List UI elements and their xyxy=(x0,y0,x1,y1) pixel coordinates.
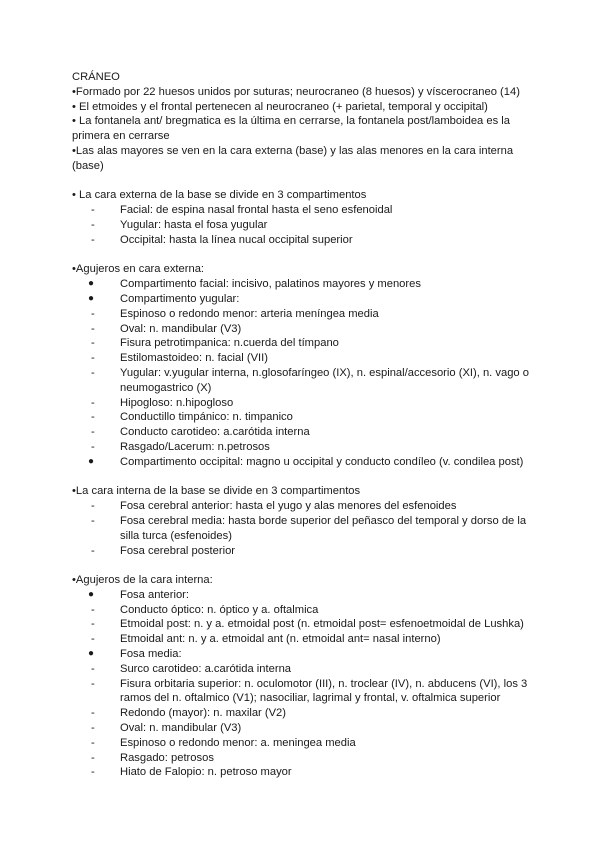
list-item xyxy=(72,455,532,470)
list-item xyxy=(72,366,532,396)
list-item xyxy=(72,544,532,559)
list-item-text: Oval: n. mandibular (V3) xyxy=(120,322,242,335)
bullet-dash-icon: - xyxy=(91,736,95,749)
bullet-dash-icon: - xyxy=(91,411,95,424)
list-item-text: Hiato de Falopio: n. petroso mayor xyxy=(120,766,292,779)
list-item xyxy=(72,765,532,780)
list-item xyxy=(72,617,532,632)
list xyxy=(72,277,532,469)
list-item xyxy=(72,307,532,322)
spacer xyxy=(72,470,532,485)
list-item-text: Fosa cerebral media: hasta borde superior del peñasco del temporal y dorso de la silla turca (esfenoides) xyxy=(120,514,527,542)
list-item xyxy=(72,277,532,292)
bullet-dot-icon: ● xyxy=(88,292,95,304)
list-item-text: Compartimento facial: incisivo, palatinos mayores y menores xyxy=(120,278,421,291)
list-item-text: Fisura petrotimpanica: n.cuerda del tímpano xyxy=(120,337,339,350)
list-item xyxy=(72,218,532,233)
bullet-dash-icon: - xyxy=(91,603,95,616)
bullet-dash-icon: - xyxy=(91,514,95,527)
list-item xyxy=(72,322,532,337)
list-item-text: Conducto carotideo: a.carótida interna xyxy=(120,426,310,439)
list-item-text: Fisura orbitaria superior: n. oculomotor (III), n. troclear (IV), n. abducens (VI), los 3 ramos del n. oftalmico (V1); nasociliar, lagrimal y frontal, v. oftalmica superior xyxy=(120,677,528,705)
list-item-text: Espinoso o redondo menor: arteria meníngea media xyxy=(120,307,379,320)
list-item xyxy=(72,425,532,440)
list-item-text: Yugular: hasta el fosa yugular xyxy=(120,218,268,231)
spacer xyxy=(72,248,532,263)
spacer xyxy=(72,174,532,189)
list-item xyxy=(72,706,532,721)
bullet-dash-icon: - xyxy=(91,233,95,246)
list-item-text: Compartimento occipital: magno u occipital y conducto condíleo (v. condilea post) xyxy=(120,455,524,468)
list-item xyxy=(72,499,532,514)
list-item xyxy=(72,647,532,662)
list-item xyxy=(72,736,532,751)
bullet-dash-icon: - xyxy=(91,633,95,646)
bullet-dash-icon: - xyxy=(91,662,95,675)
list-item xyxy=(72,203,532,218)
bullet-dash-icon: - xyxy=(91,751,95,764)
list-item-text: Etmoidal ant: n. y a. etmoidal ant (n. etmoidal ant= nasal interno) xyxy=(120,633,441,646)
list-item-text: Fosa anterior: xyxy=(120,588,190,601)
intro-line: •Formado por 22 huesos unidos por suturas; neurocraneo (8 huesos) y víscerocraneo (14) xyxy=(72,85,520,98)
list-item-text: Surco carotideo: a.carótida interna xyxy=(120,662,292,675)
section-heading: •Agujeros de la cara interna: xyxy=(72,574,213,587)
list-item xyxy=(72,751,532,766)
document-page xyxy=(72,70,532,780)
list xyxy=(72,499,532,558)
bullet-dash-icon: - xyxy=(91,677,95,690)
bullet-dash-icon: - xyxy=(91,396,95,409)
spacer xyxy=(72,558,532,573)
list-item-text: Fosa cerebral anterior: hasta el yugo y alas menores del esfenoides xyxy=(120,500,457,513)
list-item-text: Estilomastoideo: n. facial (VII) xyxy=(120,352,268,365)
bullet-dash-icon: - xyxy=(91,707,95,720)
bullet-dot-icon: ● xyxy=(88,588,95,600)
document-title: CRÁNEO xyxy=(72,71,120,83)
list-item xyxy=(72,336,532,351)
bullet-dash-icon: - xyxy=(91,218,95,231)
bullet-dot-icon: ● xyxy=(88,648,95,660)
list-item xyxy=(72,292,532,307)
list-item xyxy=(72,603,532,618)
list-item-text: Yugular: v.yugular interna, n.glosofaríngeo (IX), n. espinal/accesorio (XI), n. vago o neumogastrico (X) xyxy=(120,366,529,394)
intro-line: • El etmoides y el frontal pertenecen al neurocraneo (+ parietal, temporal y occipital) xyxy=(72,100,488,113)
bullet-dash-icon: - xyxy=(91,352,95,365)
list-item xyxy=(72,440,532,455)
list-item-text: Facial: de espina nasal frontal hasta el seno esfenoidal xyxy=(120,204,393,217)
intro-line: •Las alas mayores se ven en la cara externa (base) y las alas menores en la cara interna (base) xyxy=(72,144,514,172)
bullet-dash-icon: - xyxy=(91,204,95,217)
list-item xyxy=(72,351,532,366)
list-item-text: Conducto óptico: n. óptico y a. oftalmica xyxy=(120,603,319,616)
list-item xyxy=(72,410,532,425)
list xyxy=(72,203,532,247)
list-item-text: Compartimento yugular: xyxy=(120,292,240,305)
bullet-dash-icon: - xyxy=(91,722,95,735)
list xyxy=(72,588,532,780)
list-item-text: Fosa media: xyxy=(120,648,182,661)
bullet-dash-icon: - xyxy=(91,766,95,779)
list-item-text: Etmoidal post: n. y a. etmoidal post (n. etmoidal post= esfenoetmoidal de Lushka) xyxy=(120,618,524,631)
list-item xyxy=(72,588,532,603)
intro-line: • La fontanela ant/ bregmatica es la última en cerrarse, la fontanela post/lamboidea es la primera en cerrarse xyxy=(72,115,511,143)
list-item-text: Rasgado: petrosos xyxy=(120,751,214,764)
list-item-text: Rasgado/Lacerum: n.petrosos xyxy=(120,440,270,453)
list-item xyxy=(72,721,532,736)
list-item xyxy=(72,514,532,544)
bullet-dash-icon: - xyxy=(91,500,95,513)
bullet-dash-icon: - xyxy=(91,440,95,453)
list-item xyxy=(72,662,532,677)
bullet-dash-icon: - xyxy=(91,322,95,335)
bullet-dash-icon: - xyxy=(91,544,95,557)
bullet-dash-icon: - xyxy=(91,618,95,631)
bullet-dash-icon: - xyxy=(91,366,95,379)
bullet-dash-icon: - xyxy=(91,426,95,439)
bullet-dot-icon: ● xyxy=(88,278,95,290)
list-item xyxy=(72,396,532,411)
list-item-text: Redondo (mayor): n. maxilar (V2) xyxy=(120,707,287,720)
bullet-dash-icon: - xyxy=(91,307,95,320)
section-heading: •La cara interna de la base se divide en 3 compartimentos xyxy=(72,485,361,498)
bullet-dash-icon: - xyxy=(91,337,95,350)
section-heading: •Agujeros en cara externa: xyxy=(72,263,205,276)
list-item-text: Oval: n. mandibular (V3) xyxy=(120,722,242,735)
list-item xyxy=(72,233,532,248)
list-item-text: Conductillo timpánico: n. timpanico xyxy=(120,411,293,424)
list-item xyxy=(72,677,532,707)
list-item-text: Espinoso o redondo menor: a. meningea media xyxy=(120,736,356,749)
list-item-text: Hipogloso: n.hipogloso xyxy=(120,396,234,409)
list-item-text: Fosa cerebral posterior xyxy=(120,544,236,557)
section-heading: • La cara externa de la base se divide en 3 compartimentos xyxy=(72,189,367,202)
list-item-text: Occipital: hasta la línea nucal occipital superior xyxy=(120,233,353,246)
bullet-dot-icon: ● xyxy=(88,455,95,467)
list-item xyxy=(72,632,532,647)
